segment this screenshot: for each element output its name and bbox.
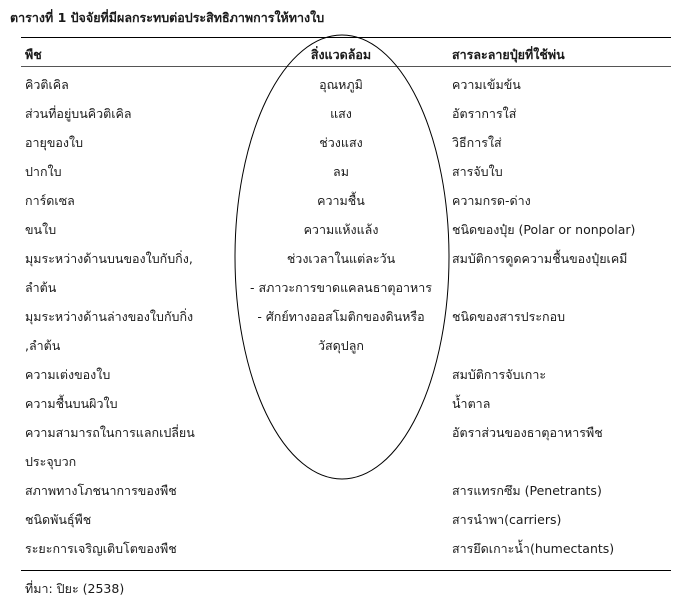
header-rule: [21, 66, 671, 67]
table-bottom-rule: [21, 570, 671, 571]
solution-factor: สารยึดเกาะน้ำ(humectants): [452, 541, 615, 556]
environment-factor: ความแห้งแล้ง: [303, 222, 379, 237]
environment-factor: ช่วงเวลาในแต่ละวัน: [286, 251, 396, 266]
solution-factor: อัตราการใส่: [452, 106, 517, 121]
environment-factor: อุณหภูมิ: [319, 77, 363, 92]
header-environment: สิ่งแวดล้อม: [310, 47, 372, 62]
environment-factor: - ศักย์ทางออสโมติกของดินหรือ: [257, 309, 425, 324]
solution-factor: ความเข้มข้น: [452, 77, 521, 92]
solution-factor: สารแทรกซึม (Penetrants): [452, 483, 602, 498]
solution-factor: สมบัติการดูดความชื้นของปุ๋ยเคมี: [452, 251, 628, 266]
environment-factor: - สภาวะการขาดแคลนธาตุอาหาร: [250, 280, 432, 295]
solution-factor: น้ำตาล: [452, 396, 491, 411]
solution-factor: ชนิดของปุ๋ย (Polar or nonpolar): [452, 222, 636, 237]
solution-factor: ความกรด-ด่าง: [452, 193, 531, 208]
solution-factor: สมบัติการจับเกาะ: [452, 367, 547, 382]
plant-factor: สภาพทางโภชนาการของพืช: [25, 483, 177, 498]
solution-factor: ชนิดของสารประกอบ: [452, 309, 566, 324]
plant-factor: ลำต้น: [25, 280, 57, 295]
solution-factor: อัตราส่วนของธาตุอาหารพืช: [452, 425, 603, 440]
plant-factor: ,ลำต้น: [25, 338, 61, 353]
solution-factor: สารจับใบ: [452, 164, 503, 179]
plant-factor: อายุของใบ: [25, 135, 84, 150]
plant-factor: คิวติเคิล: [25, 77, 69, 92]
plant-factor: มุมระหว่างด้านล่างของใบกับกิ่ง: [25, 309, 194, 324]
plant-factor: มุมระหว่างด้านบนของใบกับกิ่ง,: [25, 251, 193, 266]
plant-factor: ชนิดพันธุ์พืช: [25, 512, 92, 527]
solution-factor: วิธีการใส่: [452, 135, 502, 150]
plant-factor: ความเต่งของใบ: [25, 367, 111, 382]
header-solution: สารละลายปุ๋ยที่ใช้พ่น: [452, 47, 565, 62]
table-top-rule: [21, 37, 671, 38]
header-plant: พืช: [25, 47, 42, 62]
environment-factor: วัสดุปลูก: [318, 338, 364, 353]
table-caption: ตารางที่ 1 ปัจจัยที่มีผลกระทบต่อประสิทธิภาพการให้ทางใบ: [10, 10, 325, 25]
plant-factor: ความสามารถในการแลกเปลี่ยน: [25, 425, 195, 440]
plant-factor: ปากใบ: [25, 164, 62, 179]
environment-factor: ช่วงแสง: [319, 135, 363, 150]
plant-factor: ประจุบวก: [25, 454, 77, 469]
solution-factor: สารนำพา(carriers): [452, 512, 562, 527]
plant-factor: ความชื้นบนผิวใบ: [25, 396, 118, 411]
environment-factor: ลม: [333, 164, 349, 179]
environment-factor: แสง: [330, 106, 352, 121]
plant-factor: ระยะการเจริญเติบโตของพืช: [25, 541, 177, 556]
plant-factor: การ์ดเซล: [25, 193, 75, 208]
source-note: ที่มา: ปิยะ (2538): [25, 581, 125, 596]
environment-factor: ความชื้น: [317, 193, 365, 208]
plant-factor: ขนใบ: [25, 222, 57, 237]
plant-factor: ส่วนที่อยู่บนคิวติเคิล: [25, 106, 132, 121]
